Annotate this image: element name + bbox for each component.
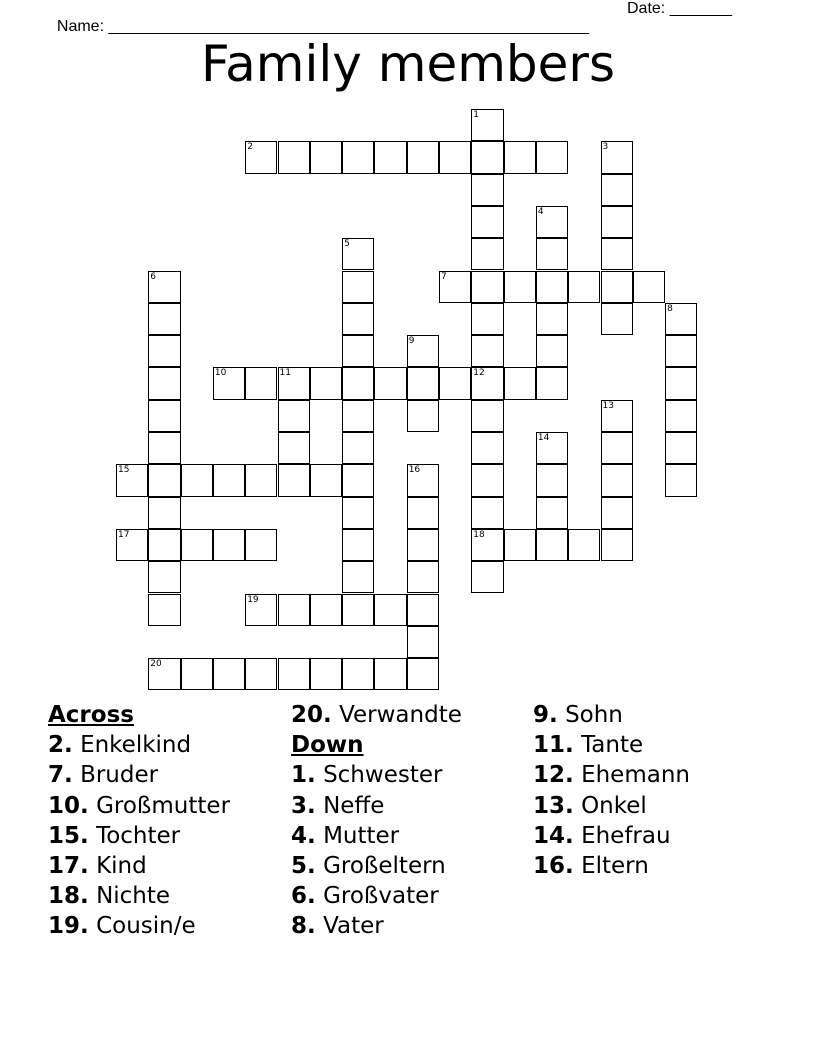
clue-item-text: Ehemann [581, 762, 690, 789]
grid-cell[interactable] [568, 271, 600, 303]
grid-cell[interactable] [245, 594, 277, 626]
clue-item-text: Großeltern [323, 852, 446, 879]
clue-item-text: Cousin/e [96, 913, 196, 940]
grid-cell[interactable] [471, 109, 503, 141]
grid-cell[interactable] [278, 464, 310, 496]
grid-cell[interactable] [471, 271, 503, 303]
clue-item-text: Nichte [96, 883, 171, 910]
grid-cell[interactable] [342, 561, 374, 593]
clue-number: 11 [279, 368, 291, 379]
grid-cell[interactable] [310, 594, 342, 626]
grid-cell[interactable] [665, 432, 697, 464]
grid-cell[interactable] [245, 367, 277, 399]
grid-cell[interactable] [213, 464, 245, 496]
grid-cell[interactable] [342, 400, 374, 432]
grid-cell[interactable] [504, 529, 536, 561]
clue-item-text: Ehefrau [581, 822, 671, 849]
clue-item-text: Großvater [323, 883, 439, 910]
clue-item-number: 3. [291, 792, 316, 819]
grid-cell[interactable] [310, 658, 342, 690]
clue-item [291, 791, 462, 821]
grid-cell[interactable] [148, 303, 180, 335]
clue-item-text: Neffe [323, 792, 385, 819]
grid-cell[interactable] [439, 367, 471, 399]
grid-cell[interactable] [407, 626, 439, 658]
grid-cell[interactable] [148, 594, 180, 626]
clue-item [533, 730, 690, 760]
grid-cell[interactable] [278, 400, 310, 432]
grid-cell[interactable] [601, 141, 633, 173]
clue-item-text: Schwester [323, 762, 443, 789]
clue-item-number: 14. [533, 822, 574, 849]
clue-item-number: 16. [533, 852, 574, 879]
clue-item [48, 881, 230, 911]
clue-number: 9 [408, 336, 415, 347]
grid-cell[interactable] [181, 464, 213, 496]
grid-cell[interactable] [601, 174, 633, 206]
grid-cell[interactable] [471, 464, 503, 496]
grid-cell[interactable] [181, 658, 213, 690]
grid-cell[interactable] [665, 464, 697, 496]
clue-item-number: 2. [48, 732, 73, 759]
clue-item-text: Mutter [323, 822, 400, 849]
clue-number: 7 [441, 271, 447, 282]
grid-cell[interactable] [342, 594, 374, 626]
grid-cell[interactable] [601, 238, 633, 270]
name-field[interactable]: Name: ______________________________________________________ [56, 18, 589, 35]
clue-item-number: 20. [291, 702, 332, 728]
grid-cell[interactable] [342, 367, 374, 399]
grid-cell[interactable] [471, 303, 503, 335]
grid-cell[interactable] [342, 141, 374, 173]
clue-item-text: Enkelkind [80, 732, 192, 759]
clue-number: 8 [667, 303, 673, 314]
grid-cell[interactable] [245, 529, 277, 561]
clue-item [291, 760, 462, 790]
grid-cell[interactable] [148, 561, 180, 593]
clue-item-number: 18. [48, 883, 89, 910]
grid-cell[interactable] [407, 658, 439, 690]
clue-number: 5 [344, 239, 350, 250]
clue-column-1 [48, 700, 230, 942]
grid-cell[interactable] [536, 271, 568, 303]
clue-item-number: 19. [48, 913, 89, 940]
clue-item-number: 13. [533, 792, 574, 819]
clue-number: 10 [214, 368, 227, 379]
grid-cell[interactable] [342, 497, 374, 529]
clue-heading-label: Down [291, 732, 364, 759]
grid-cell[interactable] [471, 400, 503, 432]
grid-cell[interactable] [665, 303, 697, 335]
clue-number: 3 [602, 142, 609, 153]
grid-cell[interactable] [504, 141, 536, 173]
grid-cell[interactable] [601, 271, 633, 303]
grid-cell[interactable] [342, 238, 374, 270]
grid-cell[interactable] [471, 367, 503, 399]
grid-cell[interactable] [601, 206, 633, 238]
grid-cell[interactable] [213, 658, 245, 690]
grid-cell[interactable] [407, 497, 439, 529]
clue-number: 4 [537, 206, 544, 217]
clue-item [291, 821, 462, 851]
grid-cell[interactable] [439, 141, 471, 173]
clue-item [533, 791, 690, 821]
grid-cell[interactable] [665, 400, 697, 432]
grid-cell[interactable] [245, 141, 277, 173]
clue-item-text: Sohn [565, 702, 623, 728]
clue-item-number: 7. [48, 762, 73, 789]
grid-cell[interactable] [407, 335, 439, 367]
clue-item [533, 760, 690, 790]
clue-number: 15 [118, 465, 130, 476]
clue-item-number: 6. [291, 883, 316, 910]
clue-item-text: Tante [581, 732, 644, 759]
grid-cell[interactable] [342, 529, 374, 561]
grid-cell[interactable] [148, 400, 180, 432]
grid-cell[interactable] [601, 432, 633, 464]
clue-column-3 [533, 700, 690, 881]
grid-cell[interactable] [374, 367, 406, 399]
grid-cell[interactable] [407, 561, 439, 593]
grid-cell[interactable] [342, 432, 374, 464]
clue-item [291, 700, 462, 730]
grid-cell[interactable] [278, 141, 310, 173]
date-field[interactable]: Date: _______ [627, 0, 732, 17]
grid-cell[interactable] [148, 464, 180, 496]
grid-cell[interactable] [536, 335, 568, 367]
grid-cell[interactable] [278, 594, 310, 626]
grid-cell[interactable] [407, 594, 439, 626]
clue-number: 17 [118, 529, 130, 540]
clue-number: 1 [473, 110, 480, 120]
clue-item-number: 8. [291, 913, 316, 940]
grid-cell[interactable] [310, 141, 342, 173]
grid-cell[interactable] [439, 271, 471, 303]
grid-cell[interactable] [601, 400, 633, 432]
clue-item [533, 851, 690, 881]
grid-cell[interactable] [181, 529, 213, 561]
grid-cell[interactable] [536, 367, 568, 399]
grid-cell[interactable] [407, 529, 439, 561]
grid-cell[interactable] [601, 303, 633, 335]
clue-item [48, 911, 230, 941]
grid-cell[interactable] [342, 464, 374, 496]
grid-cell[interactable] [536, 464, 568, 496]
clue-column-2 [291, 700, 462, 942]
clue-heading-label: Across [48, 702, 134, 728]
clue-heading [48, 700, 230, 730]
grid-cell[interactable] [471, 529, 503, 561]
grid-cell[interactable] [342, 658, 374, 690]
grid-cell[interactable] [536, 303, 568, 335]
grid-cell[interactable] [310, 367, 342, 399]
clue-item-text: Großmutter [96, 792, 231, 819]
grid-cell[interactable] [471, 335, 503, 367]
grid-cell[interactable] [471, 238, 503, 270]
grid-cell[interactable] [213, 529, 245, 561]
grid-cell[interactable] [633, 271, 665, 303]
grid-cell[interactable] [148, 658, 180, 690]
grid-cell[interactable] [374, 141, 406, 173]
clue-item-text: Vater [323, 913, 384, 940]
grid-cell[interactable] [116, 464, 148, 496]
grid-cell[interactable] [278, 658, 310, 690]
grid-cell[interactable] [374, 594, 406, 626]
clue-item-number: 10. [48, 792, 89, 819]
grid-cell[interactable] [536, 141, 568, 173]
clue-number: 16 [408, 465, 421, 476]
grid-cell[interactable] [504, 271, 536, 303]
clue-item-number: 5. [291, 852, 316, 879]
clue-item [48, 821, 230, 851]
grid-cell[interactable] [148, 271, 180, 303]
clue-number: 6 [150, 271, 157, 282]
grid-cell[interactable] [148, 367, 180, 399]
grid-cell[interactable] [342, 303, 374, 335]
grid-cell[interactable] [213, 367, 245, 399]
grid-cell[interactable] [504, 367, 536, 399]
clue-heading [291, 730, 462, 760]
grid-cell[interactable] [471, 432, 503, 464]
grid-cell[interactable] [278, 432, 310, 464]
grid-cell[interactable] [148, 335, 180, 367]
page-title: Family members [200, 35, 616, 93]
grid-cell[interactable] [471, 206, 503, 238]
clue-item-text: Kind [96, 852, 147, 879]
clue-item-text: Bruder [80, 762, 159, 789]
clue-number: 13 [602, 400, 614, 411]
clue-number: 2 [247, 142, 253, 153]
clue-number: 19 [247, 594, 259, 605]
clue-item-number: 15. [48, 822, 89, 849]
grid-cell[interactable] [471, 561, 503, 593]
grid-cell[interactable] [407, 367, 439, 399]
grid-cell[interactable] [342, 271, 374, 303]
grid-cell[interactable] [342, 335, 374, 367]
grid-cell[interactable] [536, 432, 568, 464]
clue-item-text: Tochter [96, 822, 181, 849]
clue-item-text: Eltern [581, 852, 649, 879]
clue-item [533, 700, 690, 730]
grid-cell[interactable] [116, 529, 148, 561]
grid-cell[interactable] [536, 238, 568, 270]
clue-number: 14 [537, 433, 550, 443]
grid-cell[interactable] [601, 464, 633, 496]
grid-cell[interactable] [536, 206, 568, 238]
clue-item [533, 821, 690, 851]
grid-cell[interactable] [407, 400, 439, 432]
grid-cell[interactable] [245, 658, 277, 690]
grid-cell[interactable] [665, 367, 697, 399]
clue-item [291, 911, 462, 941]
clue-item [291, 851, 462, 881]
grid-cell[interactable] [601, 497, 633, 529]
grid-cell[interactable] [471, 497, 503, 529]
clue-number: 20 [150, 659, 162, 670]
grid-cell[interactable] [148, 497, 180, 529]
clue-item [48, 730, 230, 760]
clue-item [48, 760, 230, 790]
clue-item-number: 9. [533, 702, 558, 728]
clue-item [48, 851, 230, 881]
clue-item-text: Onkel [581, 792, 647, 819]
grid-cell[interactable] [374, 658, 406, 690]
clue-item-number: 1. [291, 762, 316, 789]
clue-item [291, 881, 462, 911]
grid-cell[interactable] [310, 464, 342, 496]
grid-cell[interactable] [245, 464, 277, 496]
grid-cell[interactable] [536, 529, 568, 561]
grid-cell[interactable] [407, 141, 439, 173]
grid-cell[interactable] [148, 432, 180, 464]
grid-cell[interactable] [601, 529, 633, 561]
clue-item-text: Verwandte [339, 702, 462, 728]
clue-item-number: 17. [48, 852, 89, 879]
grid-cell[interactable] [278, 367, 310, 399]
clue-number: 12 [473, 368, 485, 379]
grid-cell[interactable] [536, 497, 568, 529]
clue-item-number: 11. [533, 732, 574, 759]
grid-cell[interactable] [568, 529, 600, 561]
grid-cell[interactable] [148, 529, 180, 561]
clue-item-number: 12. [533, 762, 574, 789]
grid-cell[interactable] [665, 335, 697, 367]
clue-item-number: 4. [291, 822, 316, 849]
clue-number: 18 [473, 529, 485, 540]
grid-cell[interactable] [471, 174, 503, 206]
grid-cell[interactable] [471, 141, 503, 173]
clue-item [48, 791, 230, 821]
grid-cell[interactable] [407, 464, 439, 496]
